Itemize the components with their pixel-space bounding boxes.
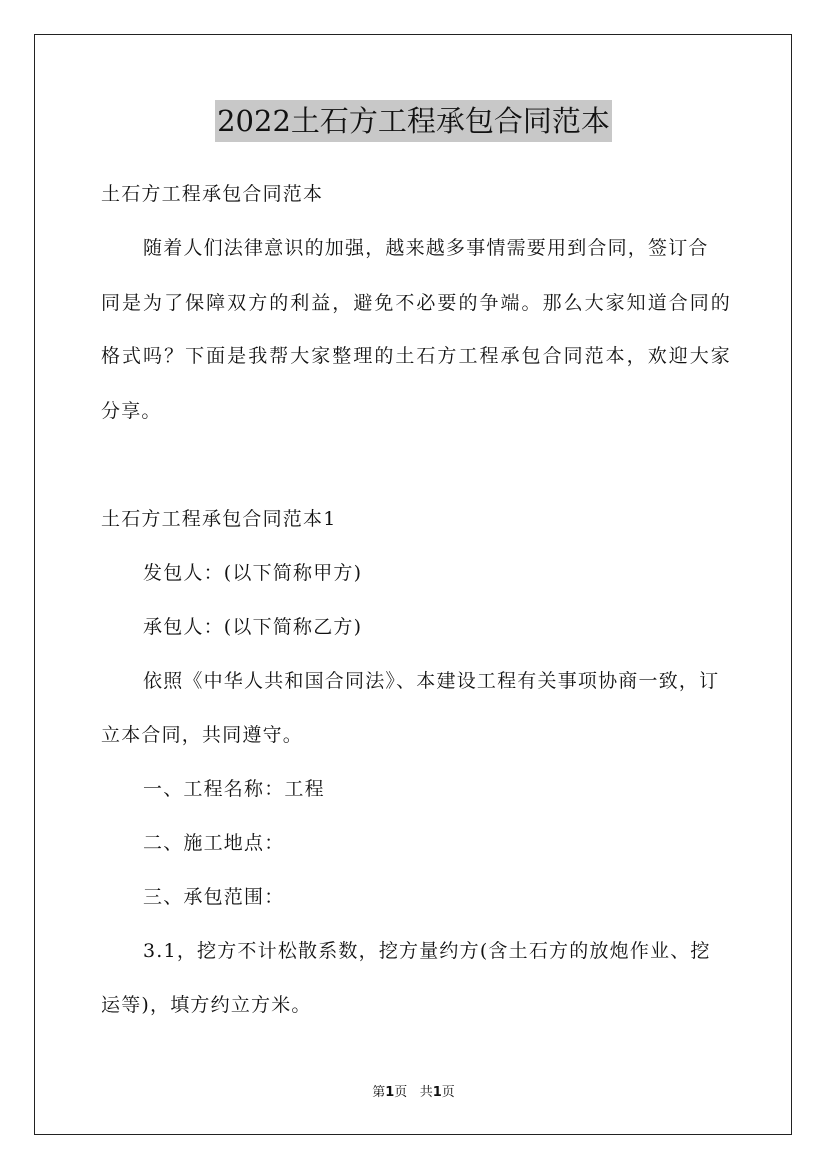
basis-line-2: 立本合同，共同遵守。 (101, 724, 304, 746)
clause-3-1-line-1: 3.1，挖方不计松散系数，挖方量约方(含土石方的放炮作业、挖 (143, 940, 711, 962)
section-heading: 土石方工程承包合同范本1 (101, 508, 337, 530)
footer-suffix: 页 (441, 1085, 455, 1100)
footer-page-number: 1 (385, 1085, 395, 1100)
basis-line-1: 依照《中华人共和国合同法》、本建设工程有关事项协商一致，订 (143, 670, 720, 692)
party-a-line: 发包人：(以下简称甲方) (143, 562, 363, 584)
footer-total-pages: 1 (432, 1085, 442, 1100)
document-title: 2022土石方工程承包合同范本 (215, 100, 612, 142)
intro-line-1: 随着人们法律意识的加强，越来越多事情需要用到合同，签订合 (143, 237, 709, 259)
intro-line-3: 格式吗？下面是我帮大家整理的土石方工程承包合同范本，欢迎大家 (101, 345, 731, 367)
clause-2: 二、施工地点： (143, 832, 285, 854)
clause-1: 一、工程名称：工程 (143, 778, 325, 800)
footer-prefix: 第 (372, 1085, 386, 1100)
party-b-line: 承包人：(以下简称乙方) (143, 616, 363, 638)
page-footer (0, 1084, 827, 1102)
footer-mid: 页 共 (394, 1085, 433, 1100)
title-container (0, 100, 827, 142)
clause-3: 三、承包范围： (143, 886, 285, 908)
document-subtitle: 土石方工程承包合同范本 (101, 183, 324, 205)
clause-3-1-line-2: 运等)，填方约立方米。 (101, 994, 312, 1016)
intro-line-2: 同是为了保障双方的利益，避免不必要的争端。那么大家知道合同的 (101, 292, 731, 314)
intro-line-4: 分享。 (101, 400, 162, 422)
